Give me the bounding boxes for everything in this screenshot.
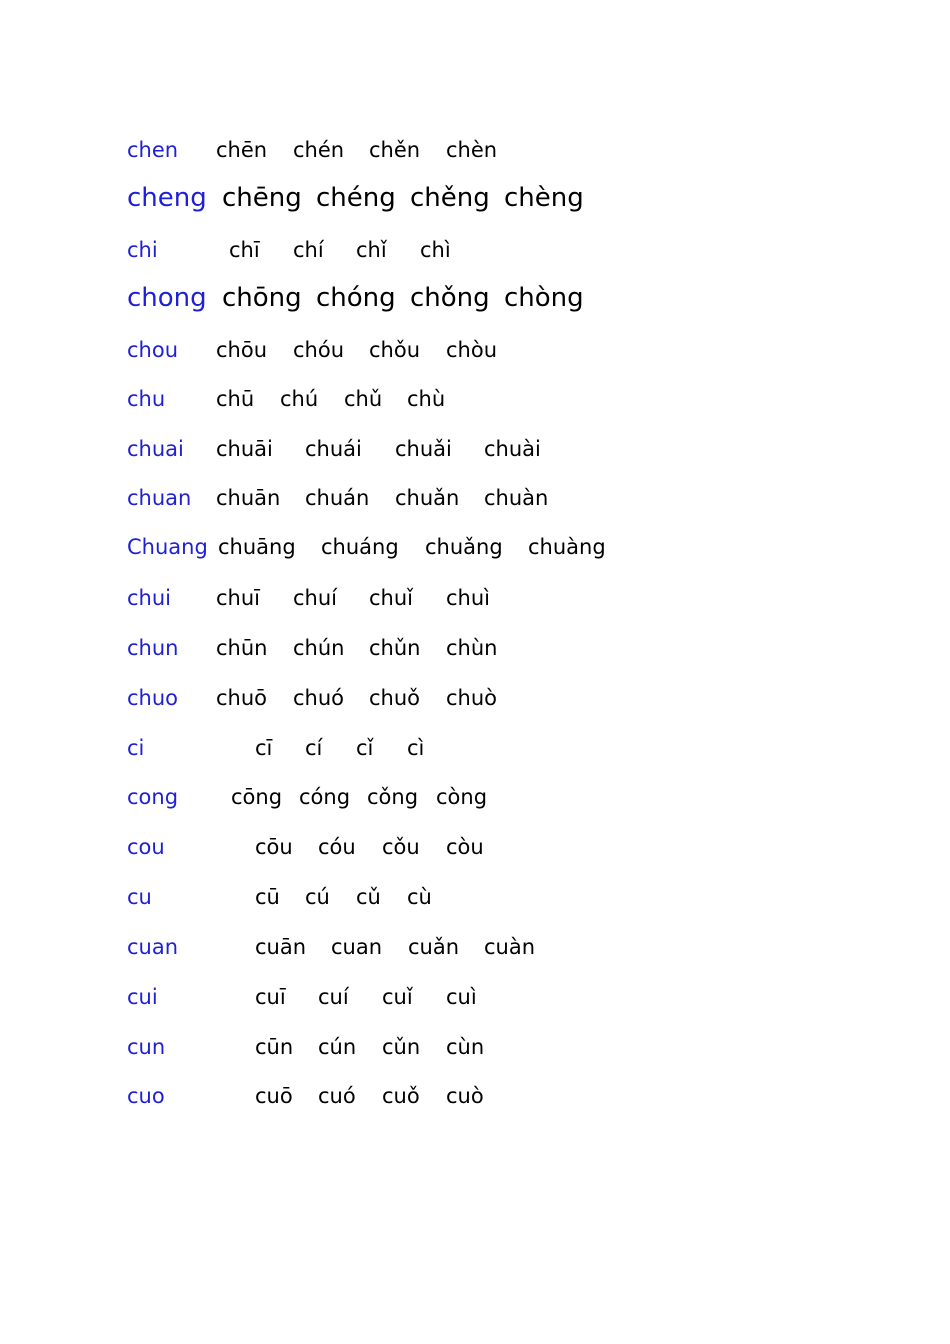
tone-3-form: chuǎng	[425, 535, 503, 559]
tone-1-form: cōng	[231, 785, 283, 809]
tone-2-form: chuán	[305, 486, 370, 510]
tone-2-form: chú	[280, 387, 319, 411]
tone-4-form: cuò	[446, 1084, 484, 1108]
tone-3-form: chuǎn	[395, 486, 460, 510]
base-syllable: cui	[127, 985, 158, 1009]
base-syllable: chen	[127, 138, 179, 162]
tone-3-form: chǔ	[344, 387, 383, 411]
tone-2-form: chóu	[293, 338, 345, 362]
tone-4-form: chuàn	[484, 486, 549, 510]
tone-3-form: cuǎn	[408, 935, 460, 959]
tone-4-form: cuì	[446, 985, 477, 1009]
base-syllable: ci	[127, 736, 145, 760]
tone-1-form: chēn	[216, 138, 268, 162]
tone-3-form: chǔn	[369, 636, 421, 660]
tone-2-form: cuó	[318, 1084, 356, 1108]
tone-4-form: chùn	[446, 636, 498, 660]
base-syllable: chun	[127, 636, 179, 660]
tone-1-form: chuī	[216, 586, 260, 610]
tone-3-form: chuǎi	[395, 437, 452, 461]
tone-2-form: cóng	[299, 785, 351, 809]
base-syllable: cou	[127, 835, 165, 859]
tone-4-form: chuò	[446, 686, 498, 710]
tone-4-form: chèn	[446, 138, 498, 162]
tone-2-form: chún	[293, 636, 345, 660]
tone-4-form: cùn	[446, 1035, 485, 1059]
tone-1-form: cōu	[255, 835, 293, 859]
tone-1-form: cuō	[255, 1084, 293, 1108]
tone-3-form: chěng	[410, 183, 490, 213]
tone-4-form: chù	[407, 387, 446, 411]
tone-1-form: chuān	[216, 486, 281, 510]
tone-1-form: chōu	[216, 338, 268, 362]
tone-2-form: chuái	[305, 437, 362, 461]
tone-3-form: chuǐ	[369, 586, 413, 610]
tone-4-form: chòu	[446, 338, 498, 362]
tone-1-form: chēng	[222, 183, 302, 213]
tone-1-form: chī	[229, 238, 260, 262]
base-syllable: Chuang	[127, 535, 208, 559]
tone-2-form: cóu	[318, 835, 356, 859]
tone-2-form: chéng	[316, 183, 396, 213]
tone-1-form: chūn	[216, 636, 268, 660]
tone-4-form: chòng	[504, 283, 584, 313]
tone-3-form: chuǒ	[369, 686, 421, 710]
tone-3-form: cǒng	[367, 785, 419, 809]
tone-4-form: cì	[407, 736, 425, 760]
tone-2-form: cí	[305, 736, 323, 760]
base-syllable: cu	[127, 885, 152, 909]
tone-1-form: cū	[255, 885, 280, 909]
tone-4-form: còu	[446, 835, 484, 859]
tone-2-form: cuí	[318, 985, 349, 1009]
base-syllable: chou	[127, 338, 179, 362]
tone-4-form: chuài	[484, 437, 541, 461]
base-syllable: chuai	[127, 437, 184, 461]
tone-4-form: cuàn	[484, 935, 536, 959]
tone-4-form: chèng	[504, 183, 584, 213]
tone-3-form: cǔn	[382, 1035, 421, 1059]
tone-1-form: chōng	[222, 283, 302, 313]
tone-3-form: chǒng	[410, 283, 490, 313]
base-syllable: cong	[127, 785, 179, 809]
tone-2-form: cún	[318, 1035, 357, 1059]
tone-2-form: chuí	[293, 586, 337, 610]
tone-1-form: chuāng	[218, 535, 296, 559]
tone-3-form: cǒu	[382, 835, 420, 859]
base-syllable: cuan	[127, 935, 179, 959]
tone-2-form: chóng	[316, 283, 396, 313]
base-syllable: chong	[127, 283, 207, 313]
base-syllable: cun	[127, 1035, 166, 1059]
tone-4-form: chuàng	[528, 535, 606, 559]
base-syllable: chi	[127, 238, 158, 262]
tone-4-form: chì	[420, 238, 451, 262]
tone-1-form: chuō	[216, 686, 268, 710]
tone-1-form: cūn	[255, 1035, 294, 1059]
tone-2-form: chuáng	[321, 535, 399, 559]
tone-3-form: cuǐ	[382, 985, 413, 1009]
tone-2-form: cú	[305, 885, 330, 909]
tone-3-form: cǐ	[356, 736, 374, 760]
base-syllable: chuan	[127, 486, 192, 510]
base-syllable: chuo	[127, 686, 179, 710]
tone-4-form: chuì	[446, 586, 490, 610]
tone-1-form: cuān	[255, 935, 307, 959]
tone-4-form: cù	[407, 885, 432, 909]
tone-3-form: cǔ	[356, 885, 381, 909]
base-syllable: cheng	[127, 183, 207, 213]
base-syllable: chui	[127, 586, 171, 610]
tone-1-form: chū	[216, 387, 255, 411]
base-syllable: chu	[127, 387, 166, 411]
tone-1-form: cī	[255, 736, 273, 760]
tone-2-form: cuan	[331, 935, 383, 959]
tone-2-form: chén	[293, 138, 345, 162]
tone-2-form: chí	[293, 238, 324, 262]
tone-1-form: cuī	[255, 985, 286, 1009]
tone-2-form: chuó	[293, 686, 345, 710]
tone-4-form: còng	[436, 785, 488, 809]
tone-3-form: cuǒ	[382, 1084, 420, 1108]
tone-3-form: chǐ	[356, 238, 387, 262]
base-syllable: cuo	[127, 1084, 165, 1108]
tone-3-form: chěn	[369, 138, 421, 162]
tone-3-form: chǒu	[369, 338, 421, 362]
tone-1-form: chuāi	[216, 437, 273, 461]
